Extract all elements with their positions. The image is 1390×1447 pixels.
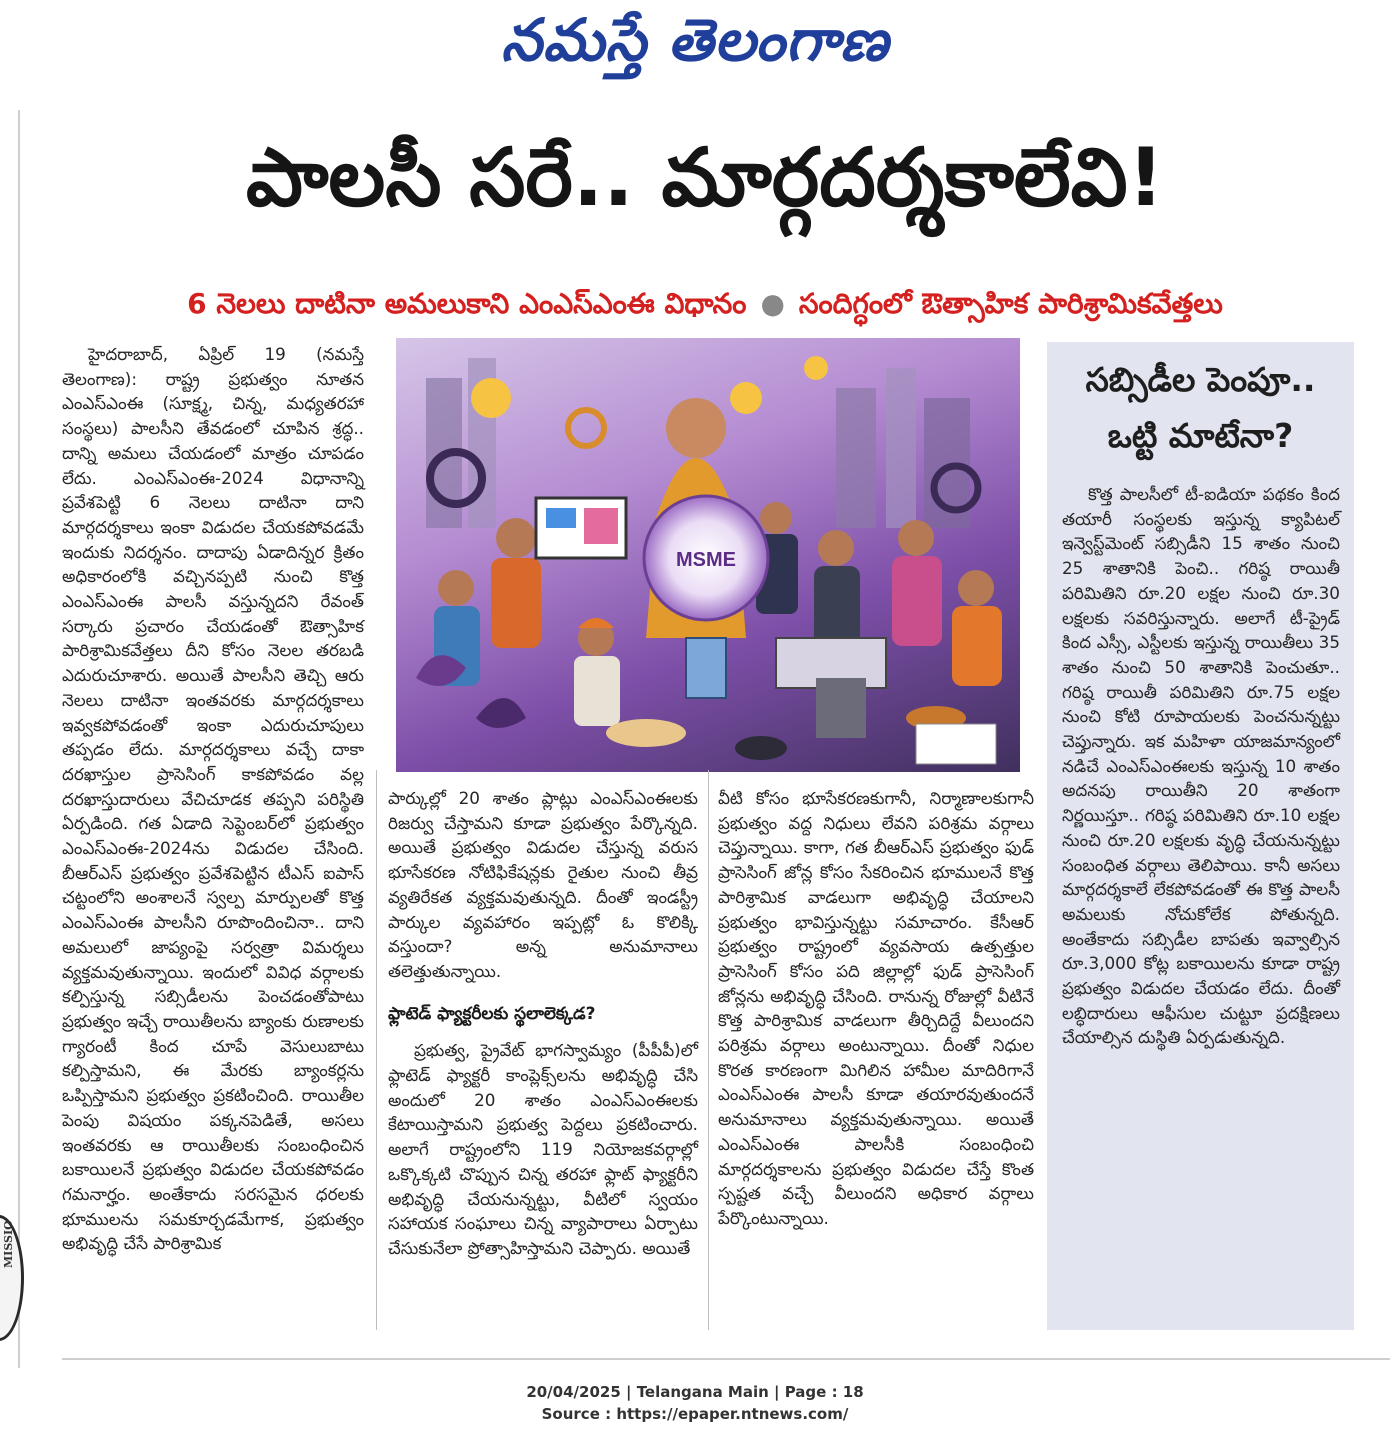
article-paragraph: ప్రభుత్వ, ప్రైవేట్ భాగస్వామ్యం (పీపీపీ)లో ఫ్లాటెడ్ ఫ్యాక్టరీ కాంప్లెక్స్‌లను అభివృద్ధి చేసి అందులో 20 శాతం ఎంఎస్ఎంఈలకు కేటాయిస్తామని ప్రభుత్వ పెద్దలు ప్రకటించారు. అలాగే రాష్ట్రంలోని 119 నియోజకవర్గాల్లో ఒక్కొక్కటి చొప్పున చిన్న తరహా ఫ్లాట్ ఫ్యాక్టరీని అభివృద్ధి చేయనున్నట్టు, వీటిలో స్వయం సహాయక సంఘాలు చిన్న వ్యాపారాలు ఏర్పాటు చేసుకునేలా ప్రోత్సాహిస్తామని చెప్పారు. అయితే	[388, 1040, 698, 1258]
footer-rule	[62, 1358, 1390, 1360]
article-paragraph: హైదరాబాద్, ఏప్రిల్ 19 (నమస్తే తెలంగాణ): రాష్ట్ర ప్రభుత్వం నూతన ఎంఎస్ఎంఈ (సూక్ష్మ, చిన్న, మధ్యతరహా సంస్థలు) పాలసీని తేవడంలో చూపిన శ్రద్ధ.. దాన్ని అమలు చేయడంలో మాత్రం చూపడం లేదు. ఎంఎస్ఎంఈ-2024 విధానాన్ని ప్రవేశపెట్టి 6 నెలలు దాటినా దాని మార్గదర్శకాలు ఇంకా విడుదల చేయకపోవడమే ఇందుకు నిదర్శనం. దాదాపు ఏడాదిన్నర క్రితం అధికారంలోకి వచ్చినప్పటి నుంచి కొత్త ఎంఎస్ఎంఈ పాలసీ వస్తున్నదని రేవంత్ సర్కారు ప్రచారం చేయడంతో ఔత్సాహిక పారిశ్రామికవేత్తలు దీని కోసం నెలల తరబడి ఎదురుచూశారు. అయితే పాలసీని తెచ్చి ఆరు నెలలు దాటినా ఇంతవరకు మార్గదర్శకాలు ఇవ్వకపోవడంతో ఇంకా ఎదురుచూపులు తప్పడం లేదు. మార్గదర్శకాలు వచ్చే దాకా దరఖాస్తుల ప్రాసెసింగ్ కాకపోవడం వల్ల దరఖాస్తుదారులు వేచిచూడక తప్పని పరిస్థితి ఏర్పడింది. గత ఏడాది సెప్టెంబర్‌లో ప్రభుత్వం ఎంఎస్ఎంఈ-2024ను విడుదల చేసింది. బీఆర్ఎస్ ప్రభుత్వం ప్రవేశపెట్టిన టీఎస్ ఐపాస్ చట్టంలోని అంశాలనే స్వల్ప మార్పులతో కొత్త ఎంఎస్ఎంఈ పాలసీని రూపొందించినా.. దాని అమలులో జాప్యంపై సర్వత్రా విమర్శలు వ్యక్తమవుతున్నాయి. ఇందులో వివిధ వర్గాలకు కల్పిస్తున్న సబ్సిడీలను పెంచడంతోపాటు ప్రభుత్వం ఇచ్చే రాయితీలను బ్యాంకు రుణాలకు గ్యారంటీ కింద చూపే వెసులుబాటు కల్పిస్తామని, ఈ మేరకు బ్యాంకర్లను ఒప్పిస్తామని ప్రభుత్వం ప్రకటించింది. రాయితీల పెంపు విషయం పక్కనపెడితే, అసలు ఇంతవరకు ఆ రాయితీలకు సంబంధించిన బకాయిలనే ప్రభుత్వం విడుదల చేయకపోవడం గమనార్హం. అంతేకాదు సరసమైన ధరలకు భూములను సమకూర్చడమేగాక, ప్రభుత్వం అభివృద్ధి చేసే పారిశ్రామిక	[62, 344, 364, 1254]
sidebar-paragraph: కొత్త పాలసీలో టీ-ఐడియా పథకం కింద తయారీ సంస్థలకు ఇస్తున్న క్యాపిటల్ ఇన్వెస్ట్‌మెంట్ సబ్సిడీని 15 శాతం నుంచి 25 శాతానికి పెంచి.. గరిష్ఠ రాయితీ పరిమితిని రూ.20 లక్షల నుంచి రూ.30 లక్షలకు సవరిస్తున్నారు. అలాగే టీ-ప్రైడ్ కింద ఎస్సీ, ఎస్టీలకు ఇస్తున్న రాయితీలు 35 శాతం నుంచి 50 శాతానికి పెంచుతూ.. గరిష్ఠ రాయితీ పరిమితిని రూ.75 లక్షల నుంచి కోటి రూపాయలకు పెంచనున్నట్టు చెప్తున్నారు. ఇక మహిళా యాజమాన్యంలో నడిచే ఎంఎస్ఎంఈలకు ఇస్తున్న 10 శాతం అదనపు రాయితీని 20 శాతంగా నిర్ణయిస్తూ.. గరిష్ఠ పరిమితిని రూ.10 లక్షల నుంచి రూ.20 లక్షలకు వృద్ధి చేయనున్నట్టు సంబంధిత వర్గాలు తెలిపాయి. కానీ అసలు మార్గదర్శకాలే లేకపోవడంతో ఈ కొత్త పాలసీ అమలుకు నోచుకోలేక పోతున్నది. అంతేకాదు సబ్సిడీల బాపతు ఇవ్వాల్సిన రూ.3,000 కోట్ల బకాయిలను కూడా రాష్ట్ర ప్రభుత్వం విడుదల చేయడం లేదు. దీంతో లబ్ధిదారులు ఆఫీసుల చుట్టూ ప్రదక్షిణలు చేయాల్సిన దుస్థితి ఏర్పడుతున్నది.	[1062, 484, 1340, 1048]
footer-edition-info: 20/04/2025 | Telangana Main | Page : 18	[526, 1383, 864, 1401]
deck-right: సందిగ్ధంలో ఔత్సాహిక పారిశ్రామికవేత్తలు	[798, 287, 1223, 320]
article-paragraph: పార్కుల్లో 20 శాతం ప్లాట్లు ఎంఎస్ఎంఈలకు రిజర్వు చేస్తామని కూడా ప్రభుత్వం పేర్కొన్నది. అయితే ప్రభుత్వం విడుదల చేస్తున్న వరుస భూసేకరణ నోటిఫికేషన్లకు రైతుల నుంచి తీవ్ర వ్యతిరేకత వ్యక్తమవుతున్నది. దీంతో ఇండస్ట్రీ పార్కుల వ్యవహారం ఇప్పట్లో ఓ కొలిక్కి వస్తుందా? అన్న అనుమానాలు తలెత్తుతున్నాయి.	[388, 788, 698, 981]
column-divider	[708, 770, 709, 1330]
deck	[60, 282, 1350, 326]
msme-label: MSME	[676, 549, 736, 571]
seal-text: MISSIO	[2, 1220, 15, 1268]
article-column-1	[62, 342, 364, 1256]
deck-separator: ●	[760, 287, 785, 320]
column-divider	[376, 770, 377, 1330]
sidebar-title-line: సబ్సిడీల పెంపూ..	[1085, 360, 1316, 399]
deck-left: 6 నెలలు దాటినా అమలుకాని ఎంఎస్ఎంఈ విధానం	[187, 287, 747, 320]
sidebar-body	[1062, 482, 1340, 1050]
article-column-2	[388, 786, 698, 1261]
article-column-3	[718, 786, 1034, 1231]
sidebar-title	[1047, 352, 1354, 464]
page-edge-rule	[0, 110, 20, 1368]
footer	[0, 1381, 1390, 1425]
article-subhead: ఫ్లాటెడ్ ఫ్యాక్టరీలకు స్థలాలెక్కడ?	[388, 1003, 596, 1024]
masthead-logo: నమస్తే తెలంగాణ	[501, 6, 889, 74]
illustration-art	[396, 338, 1020, 772]
article-paragraph: వీటి కోసం భూసేకరణకుగానీ, నిర్మాణాలకుగానీ ప్రభుత్వం వద్ద నిధులు లేవని పరిశ్రమ వర్గాలు చెప్తున్నాయి. కాగా, గత బీఆర్ఎస్ ప్రభుత్వం ఫుడ్ ప్రాసెసింగ్ జోన్ల కోసం సేకరించిన భూములనే కొత్త పారిశ్రామిక వాడలుగా అభివృద్ధి చేయాలని ప్రభుత్వం భావిస్తున్నట్టు సమాచారం. కేసీఆర్ ప్రభుత్వం రాష్ట్రంలో వ్యవసాయ ఉత్పత్తుల ప్రాసెసింగ్ కోసం పది జిల్లాల్లో ఫుడ్ ప్రాసెసింగ్ జోన్లను అభివృద్ధి చేసింది. రానున్న రోజుల్లో వీటినే కొత్త పారిశ్రామిక వాడలుగా తీర్చిదిద్దే వీలుందని పరిశ్రమ వర్గాలు అంటున్నాయి. దీంతో నిధుల కొరత కారణంగా మిగిలిన హామీల మాదిరిగానే ఎంఎస్ఎంఈ పాలసీ కూడా తయారవుతుందనే అనుమానాలు వ్యక్తమవుతున్నాయి. అయితే ఎంఎస్ఎంఈ పాలసీకి సంబంధించి మార్గదర్శకాలను ప్రభుత్వం విడుదల చేస్తే కొంత స్పష్టత వచ్చే వీలుందని అధికార వర్గాలు పేర్కొంటున్నాయి.	[718, 788, 1034, 1228]
sidebar-title-line: ఒట్టి మాటేనా?	[1107, 416, 1294, 455]
headline: పాలసీ సరే.. మార్గదర్శకాలేవి!	[246, 131, 1164, 224]
footer-source: Source : https://epaper.ntnews.com/	[541, 1405, 849, 1423]
msme-illustration	[396, 338, 1020, 772]
